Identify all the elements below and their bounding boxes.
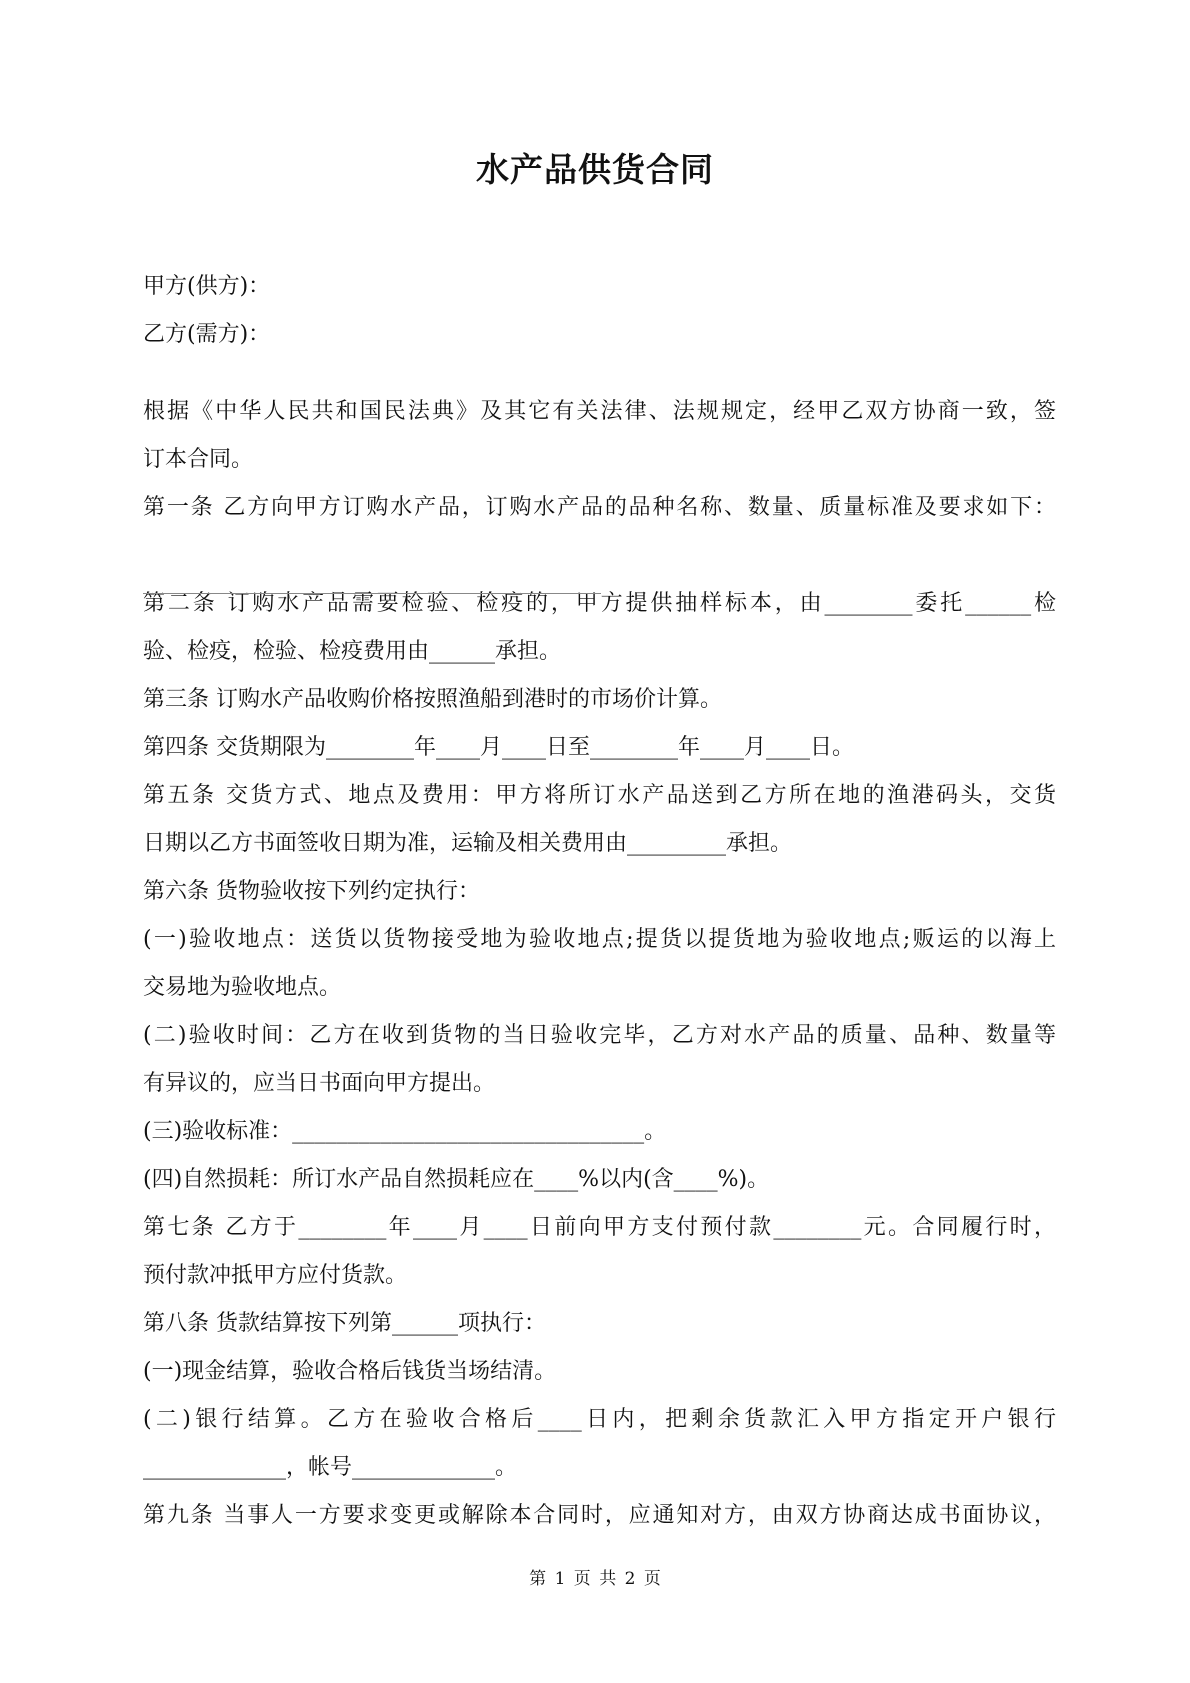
- party-a-line: 甲方(供方)：: [143, 274, 271, 299]
- body-line: 订本合同。: [143, 447, 254, 472]
- body-line: 第七条 乙方于________年____月____日前向甲方支付预付款________元。合同履行时，: [143, 1215, 1056, 1240]
- body-line: 根据《中华人民共和国民法典》及其它有关法律、法规规定，经甲乙双方协商一致，签: [143, 399, 1056, 424]
- body-line: (二)验收时间：乙方在收到货物的当日验收完毕，乙方对水产品的质量、品种、数量等: [143, 1023, 1056, 1048]
- body-line: (三)验收标准：________________________________。: [143, 1119, 667, 1144]
- body-line: (一)现金结算，验收合格后钱货当场结清。: [143, 1359, 557, 1384]
- party-b-line: 乙方(需方)：: [143, 322, 271, 347]
- body-line: 第五条 交货方式、地点及费用：甲方将所订水产品送到乙方所在地的渔港码头，交货: [143, 783, 1056, 808]
- body-line: 有异议的，应当日书面向甲方提出。: [143, 1071, 496, 1096]
- body-line: 第八条 货款结算按下列第______项执行：: [143, 1311, 546, 1336]
- body-line: (二)银行结算。乙方在验收合格后____日内，把剩余货款汇入甲方指定开户银行: [143, 1407, 1056, 1432]
- contract-body: [143, 388, 1056, 1540]
- specification-blank-line: [143, 593, 601, 594]
- body-line: 验、检疫，检验、检疫费用由______承担。: [143, 639, 562, 664]
- body-line: 第六条 货物验收按下列约定执行：: [143, 879, 480, 904]
- body-line: (四)自然损耗：所订水产品自然损耗应在____%以内(含____%)。: [143, 1167, 770, 1192]
- body-line: 第一条 乙方向甲方订购水产品，订购水产品的品种名称、数量、质量标准及要求如下：: [143, 495, 1056, 520]
- body-line: _____________，帐号_____________。: [143, 1455, 518, 1480]
- body-line-blank: [143, 532, 1056, 580]
- body-line: 日期以乙方书面签收日期为准，运输及相关费用由_________承担。: [143, 831, 793, 856]
- body-line: 第九条 当事人一方要求变更或解除本合同时，应通知对方，由双方协商达成书面协议，: [143, 1503, 1056, 1528]
- document-title: 水产品供货合同: [476, 150, 714, 189]
- body-line: 第二条 订购水产品需要检验、检疫的，甲方提供抽样标本，由________委托______检: [143, 591, 1056, 616]
- body-line: (一)验收地点：送货以货物接受地为验收地点;提货以提货地为验收地点;贩运的以海上: [143, 927, 1056, 952]
- body-line: 第四条 交货期限为________年____月____日至________年____月____日。: [143, 735, 854, 760]
- body-line: 交易地为验收地点。: [143, 975, 342, 1000]
- party-block: [143, 263, 1056, 359]
- body-line: 预付款冲抵甲方应付货款。: [143, 1263, 408, 1288]
- body-line: 第三条 订购水产品收购价格按照渔船到港时的市场价计算。: [143, 687, 722, 712]
- page-footer: 第 1 页 共 2 页: [529, 1569, 661, 1589]
